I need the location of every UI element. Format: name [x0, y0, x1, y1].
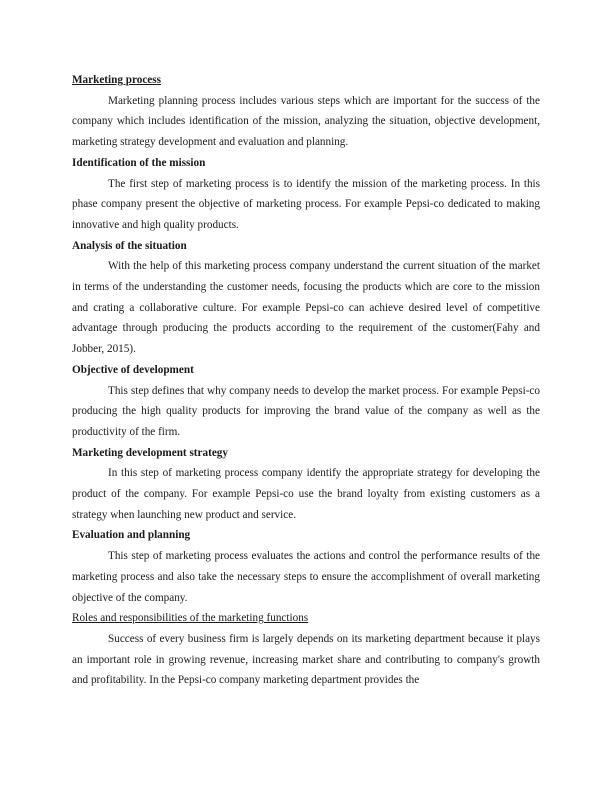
section-paragraph: With the help of this marketing process company understand the current situation of the market in terms of the understanding the customer needs, focusing the products which are core to the mission and crating a collaborative culture. For example Pepsi-co can achieve desired level of competitive advantage through producing the products according to the requirement of the customer(Fahy and Jobber, 2015).	[72, 260, 540, 356]
section-paragraph: This step of marketing process evaluates the actions and control the performance results of the marketing process and also take the necessary steps to ensure the accomplishment of overall marketing objective of the company.	[72, 550, 540, 604]
section-heading-evaluation-and-planning: Evaluation and planning	[72, 529, 191, 542]
section-paragraph: Success of every business firm is largely depends on its marketing department because it plays an important role in growing revenue, increasing market share and contributing to company's growth and profitability. In the Pepsi-co company marketing department provides the	[72, 632, 540, 687]
section-paragraph: The first step of marketing process is to identify the mission of the marketing process. In this phase company present the objective of marketing process. For example Pepsi-co dedicated to making innovative and high quality products.	[72, 177, 540, 231]
section-heading-objective-of-development: Objective of development	[72, 363, 194, 376]
section-heading-marketing-development-strategy: Marketing development strategy	[72, 446, 228, 459]
section-heading-marketing-process: Marketing process	[72, 74, 161, 86]
document-page	[72, 70, 540, 691]
section-heading-roles-and-responsibilities: Roles and responsibilities of the marketing functions	[72, 612, 309, 625]
section-paragraph: This step defines that why company needs to develop the market process. For example Pepsi-co producing the high quality products for improving the brand value of the company as well as the productivity of the firm.	[72, 384, 540, 438]
section-paragraph: Marketing planning process includes various steps which are important for the success of the company which includes identification of the mission, analyzing the situation, objective development, marketing strategy development and evaluation and planning.	[72, 94, 540, 149]
section-heading-identification-of-mission: Identification of the mission	[72, 156, 206, 169]
section-heading-analysis-of-situation: Analysis of the situation	[72, 239, 187, 252]
section-paragraph: In this step of marketing process company identify the appropriate strategy for developing the product of the company. For example Pepsi-co use the brand loyalty from existing customers as a strategy when launching new product and service.	[72, 467, 540, 521]
